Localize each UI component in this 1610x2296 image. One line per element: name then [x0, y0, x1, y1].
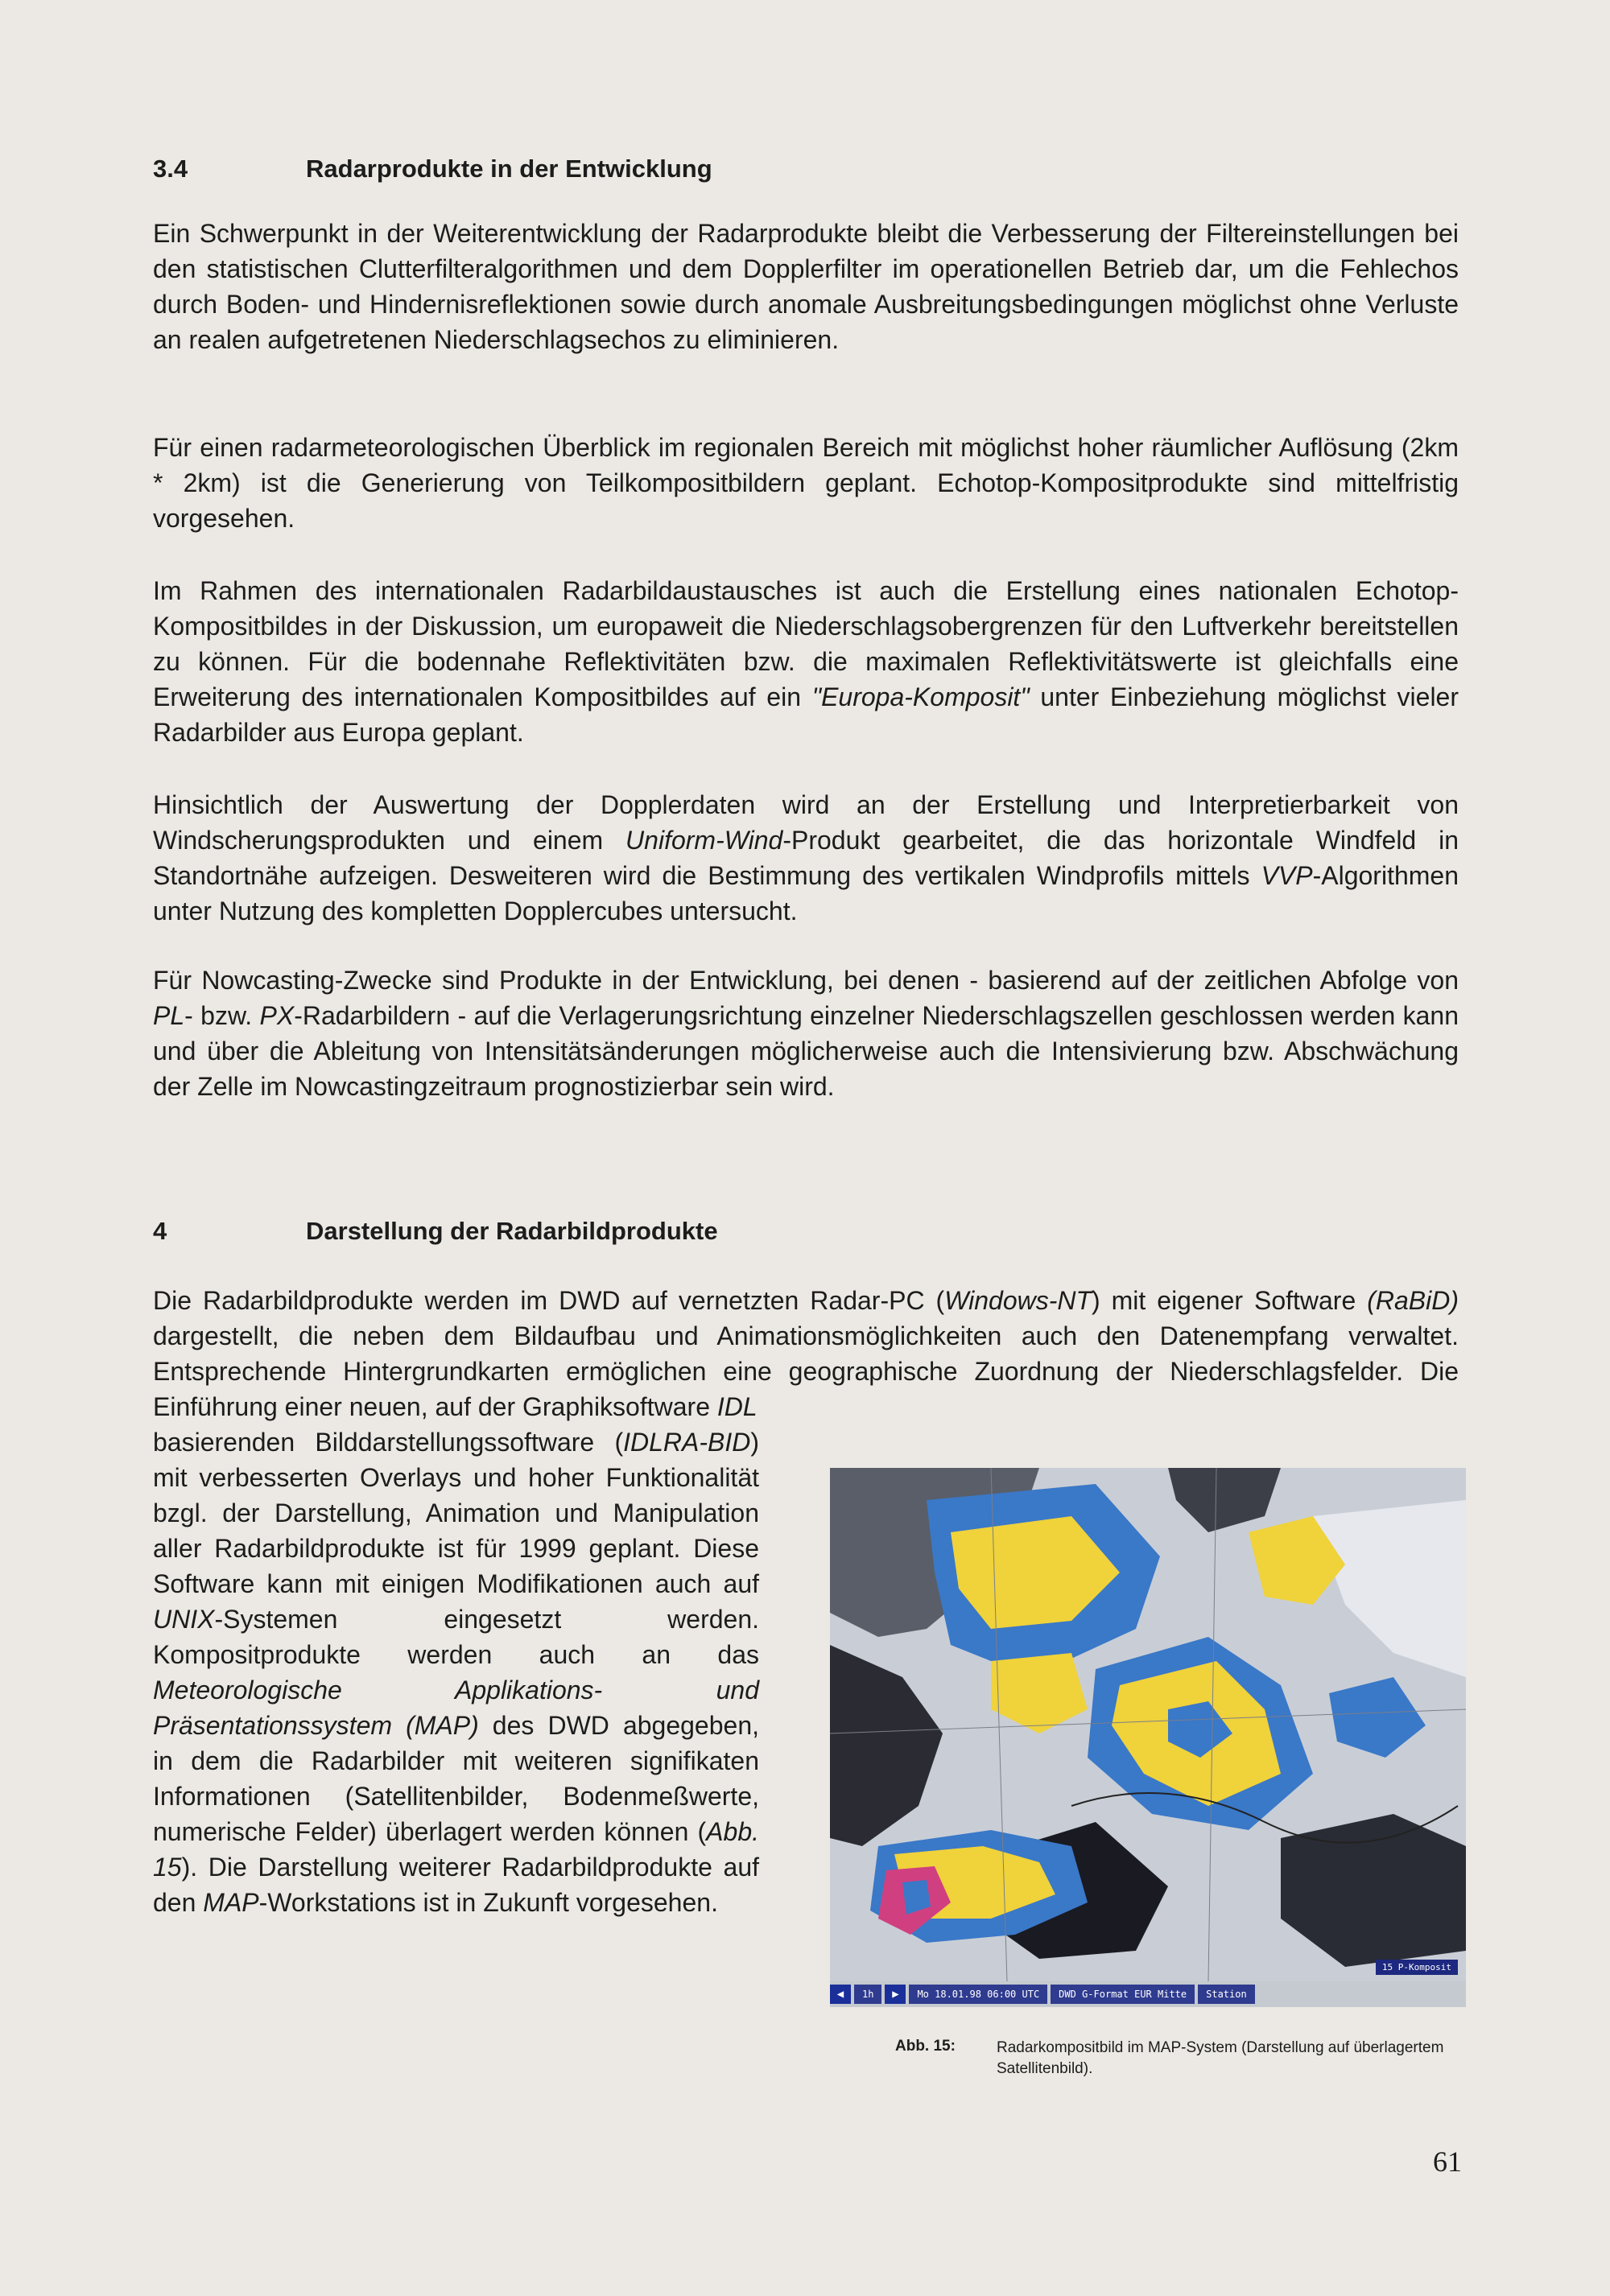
previous-frame-icon[interactable]: ◀ — [830, 1985, 851, 2004]
paragraph: Ein Schwerpunkt in der Weiterentwicklung der Radarprodukte bleibt die Verbesserung der Filtereinstellungen bei den statistischen Clutterfilteralgorithmen und dem Dopplerfilter im operationellen Betrieb dar, um die Fehlechos durch Boden- und Hindernisreflektionen sowie durch anomale Ausbreitungsbedingungen möglichst ohne Verluste an realen aufgetretenen Niederschlagsechos zu eliminieren. — [153, 219, 1459, 354]
figure-caption-label: Abb. 15: — [895, 2038, 956, 2055]
figure-caption-text: Radarkompositbild im MAP-System (Darstellung auf überlagertem Satellitenbild). — [997, 2039, 1444, 2077]
page-number: 61 — [1433, 2146, 1462, 2178]
section-title: Radarprodukte in der Entwicklung — [306, 155, 712, 183]
section-title: Darstellung der Radarbildprodukte — [306, 1217, 718, 1245]
paragraph: Die Radarbildprodukte werden im DWD auf vernetzten Radar-PC (Windows-NT) mit eigener Software (RaBiD) dargestellt, die neben dem Bildaufbau und Animationsmöglichkeiten auch den Datenempfang verwaltet. Entsprechende Hintergrundkarten ermöglichen eine geographische Zuordnung der Niederschlagsfelder. Die Einführung einer neuen, auf der Graphiksoftware IDL — [153, 1286, 1459, 1421]
paragraph: Für Nowcasting-Zwecke sind Produkte in der Entwicklung, bei denen - basierend auf der zeitlichen Abfolge von PL- bzw. PX-Radarbildern - auf die Verlagerungsrichtung einzelner Niederschlagszellen geschlossen werden kann und über die Ableitung von Intensitätsänderungen möglicherweise auch die Intensivierung bzw. Abschwächung der Zelle im Nowcastingzeitraum prognostizierbar sein wird. — [153, 966, 1459, 1101]
map-status-bar — [830, 1981, 1466, 2007]
time-step-field[interactable]: 1h — [854, 1985, 881, 2004]
product-label: 15 P-Komposit — [1376, 1960, 1458, 1975]
paragraph: Hinsichtlich der Auswertung der Dopplerdaten wird an der Erstellung und Interpretierbarkeit von Windscherungsprodukten und einem Uniform-Wind-Produkt gearbeitet, die das horizontale Windfeld in Standortnähe aufzeigen. Desweiteren wird die Bestimmung des vertikalen Windprofils mittels VVP-Algorithmen unter Nutzung des kompletten Dopplercubes untersucht. — [153, 790, 1459, 925]
timestamp-field: Mo 18.01.98 06:00 UTC — [909, 1985, 1047, 2004]
section-number: 4 — [153, 1217, 167, 1245]
radar-composite-image — [830, 1468, 1466, 2007]
section-number: 3.4 — [153, 155, 188, 183]
format-field: DWD G-Format EUR Mitte — [1051, 1985, 1195, 2004]
satellite-radar-map — [830, 1468, 1466, 1981]
paragraph: basierenden Bilddarstellungssoftware (IDLRA-BID) mit verbesserten Overlays und hoher Funktionalität bzgl. der Darstellung, Animation und Manipulation aller Radarbildprodukte ist für 1999 geplant. Diese Software kann mit einigen Modifikationen auch auf UNIX-Systemen eingesetzt werden. Kompositprodukte werden auch an das Meteorologische Applikations- und Präsentationssystem (MAP) des DWD abgegeben, in dem die Radarbilder mit weiteren signifikaten Informationen (Satellitenbilder, Bodenmeßwerte, numerische Felder) überlagert werden können (Abb. 15). Die Darstellung weiterer Radarbildprodukte auf den MAP-Workstations ist in Zukunft vorgesehen. — [153, 1428, 759, 1917]
paragraph: Im Rahmen des internationalen Radarbildaustausches ist auch die Erstellung eines nationalen Echotop-Kompositbildes in der Diskussion, um europaweit die Niederschlagsobergrenzen für den Luftverkehr bereitstellen zu können. Für die bodennahe Reflektivitäten bzw. die maximalen Reflektivitätswerte ist gleichfalls eine Erweiterung des internationalen Kompositbildes auf ein "Europa-Komposit" unter Einbeziehung möglichst vieler Radarbilder aus Europa geplant. — [153, 576, 1459, 747]
paragraph: Für einen radarmeteorologischen Überblick im regionalen Bereich mit möglichst hoher räumlicher Auflösung (2km * 2km) ist die Generierung von Teilkompositbildern geplant. Echotop-Kompositprodukte sind mittelfristig vorgesehen. — [153, 433, 1459, 533]
next-frame-icon[interactable]: ▶ — [885, 1985, 906, 2004]
station-field[interactable]: Station — [1198, 1985, 1255, 2004]
